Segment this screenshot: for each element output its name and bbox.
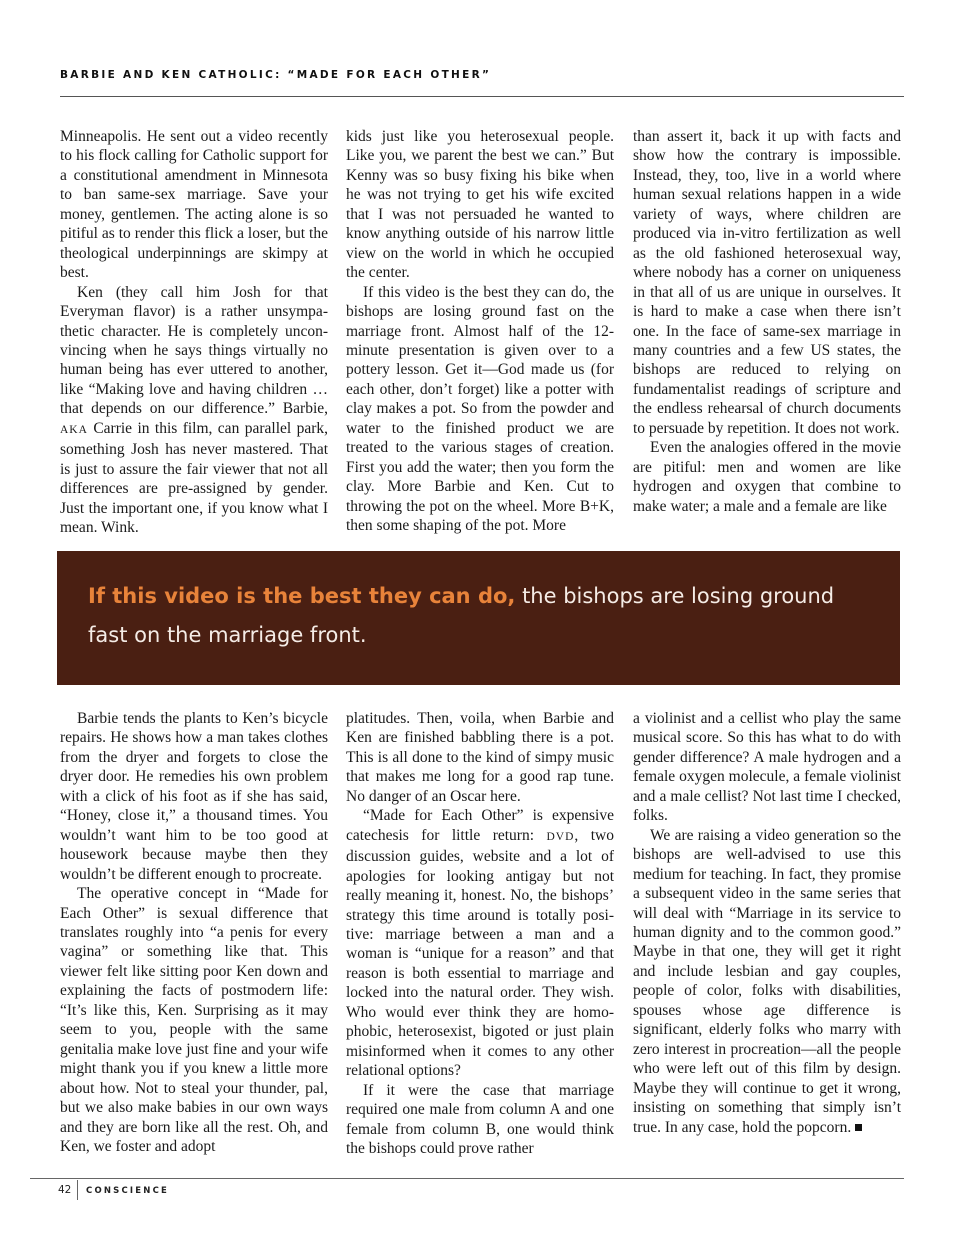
paragraph: Barbie tends the plants to Ken’s bicycle repairs. He shows how a man takes clothes from the dryer and forgets to close the dryer door. He remedies his own problem with a click of his foot as if she has said, “Honey, close it,” a thousand times. You wouldn’t want him to be too good at housework because maybe then they wouldn’t be different enough to procreate. xyxy=(60,710,328,883)
article-column-1-top xyxy=(60,127,328,539)
page-number: 42 xyxy=(58,1184,72,1196)
text-run: Carrie in this film, can parallel park, something Josh has never mastered. That is just to assure the fair viewer that not all differences are pre-assigned by gender. Just the important one, if you know what I mean. Wink. xyxy=(60,419,328,537)
pull-quote xyxy=(57,551,900,685)
paragraph: kids just like you heterosexual people. Like you, we parent the best we can.” But Kenny was so busy fixing his bike when he was not trying to get his wife excited that I was not persuaded he wanted to know anything outside of his narrow little view on the world in which he occupied the center. xyxy=(346,128,614,282)
paragraph: If this video is the best they can do, the bishops are losing ground fast on the marriage front. Almost half of the 12-minute presentation is given over to a pottery lesson. Get it—God made us (for each other, don’t forget) like a potter with clay makes a pot. So from the powder and water to the finished product we are treated to the various stages of creation. First you add the water; then you form the clay. More Barbie and Ken. Cut to throwing the pot on the wheel. More B+K, then some shaping of the pot. More xyxy=(346,283,614,535)
paragraph: The operative concept in “Made for Each Other” is sexual difference that translates roughly into “a penis for every vagina” or something like that. This viewer felt like sitting poor Ken down and explaining the facts of postmodern life: “It’s like this, Ken. Surprising as it may seem to you, people with the same genitalia make love just fine and your wife might thank you if you knew a little more about how. Not to steal your thunder, pal, but we also make babies in our own ways and they are born like all the rest. Oh, and Ken, we foster and adopt xyxy=(60,885,328,1155)
text-run: We are raising a video generation so the bishops are well-advised to use this medium for teaching. In fact, they promise a subsequent video in the same series that will deal with “Marriage in its service to human dignity and to the common good.” Maybe in that one, they will get it right and include lesbian and gay couples, people of color, folks with disabilities, spouses whose age difference is significant, elderly folks who marry with zero interest in procreation—all the people who were left out of this film by design. Maybe they will continue to get it wrong, insisting on something that simply isn’t true. In any case, hold the popcorn. xyxy=(633,826,901,1136)
paragraph: platitudes. Then, voila, when Barbie and Ken are finished babbling there is a pot. This is all done to the kind of simpy music that makes me long for a good rap tune. No danger of an Oscar here. xyxy=(346,710,614,805)
text-run: “Made for Each Other” is expensive catechesis for little return: xyxy=(346,807,614,844)
text-run: Ken (they call him Josh for that Everyman flavor) is a rather unsympathetic character. He is completely unconvincing when he says things virtually no human being has ever uttered to another, like “Making love and having children … that depends on our difference.” Barbie, xyxy=(60,283,328,418)
paragraph: Even the analogies offered in the movie are pitiful: men and women are like hydrogen and oxygen that combine to make water; a male and a female are like xyxy=(633,439,901,515)
text-run: , two discussion guides, website and a lot of apologies for looking antigay but not really meaning it, honest. No, the bishops’ strategy this time around is totally positive: marriage between a man and a woman is “unique for a reason” and that reason is both essential to marriage and locked into the natural order. They wish. Who would ever think they are homophobic, heterosexist, bigoted or just plain misinformed when it comes to any other relational options? xyxy=(346,826,614,1080)
footer-rule xyxy=(30,1178,904,1179)
article-column-1-bottom xyxy=(60,709,328,1159)
header-rule xyxy=(60,96,904,97)
running-head: BARBIE AND KEN CATHOLIC: “MADE FOR EACH OTHER” xyxy=(60,69,492,81)
article-column-3-bottom xyxy=(633,709,901,1159)
article-column-3-top xyxy=(633,127,901,539)
paragraph: Minneapolis. He sent out a video recently to his flock calling for Catholic support for a constitutional amendment in Minnesota to ban same-sex marriage. Save your money, gentlemen. The acting alone is so pitiful as to render this flick a loser, but the theological underpinnings are skimpy at best. xyxy=(60,128,328,282)
small-caps-aka: AKA xyxy=(60,423,88,436)
paragraph: than assert it, back it up with facts and show how the contrary is impossible. Instead, they, too, live in a world where human sexual relations happen in a wide variety of ways, where children are produced via in-vitro fertilization as well as the old fashioned heterosexual way, where nobody has a corner on uniqueness in that all of us are unique in ourselves. It is hard to make a case when there isn’t one. In the face of same-sex marriage in many countries and a few US states, the bishops are reduced to relying on fundamentalist readings of scripture and the endless rehearsal of church documents to persuade by repetition. It does not work. xyxy=(633,128,901,437)
magazine-name: CONSCIENCE xyxy=(86,1186,170,1196)
footer-divider xyxy=(77,1180,78,1200)
pull-quote-text: the bishops are losing ground fast on the marriage front. xyxy=(88,584,835,647)
paragraph xyxy=(346,806,614,1080)
paragraph xyxy=(60,283,328,538)
paragraph: If it were the case that marriage required one male from column A and one female from column B, one would think the bishops could prove rather xyxy=(346,1081,614,1157)
article-column-2-top xyxy=(346,127,614,539)
paragraph: a violinist and a cellist who play the same musical score. So this has what to do with gender difference? A male hydrogen and a female oxygen molecule, a female violinist and a male cellist? Not last time I checked, folks. xyxy=(633,710,901,825)
small-caps-dvd: DVD xyxy=(546,830,575,843)
paragraph xyxy=(633,826,901,1137)
pull-quote-highlight: If this video is the best they can do, xyxy=(88,584,516,608)
end-mark-icon xyxy=(855,1124,862,1131)
article-column-2-bottom xyxy=(346,709,614,1159)
